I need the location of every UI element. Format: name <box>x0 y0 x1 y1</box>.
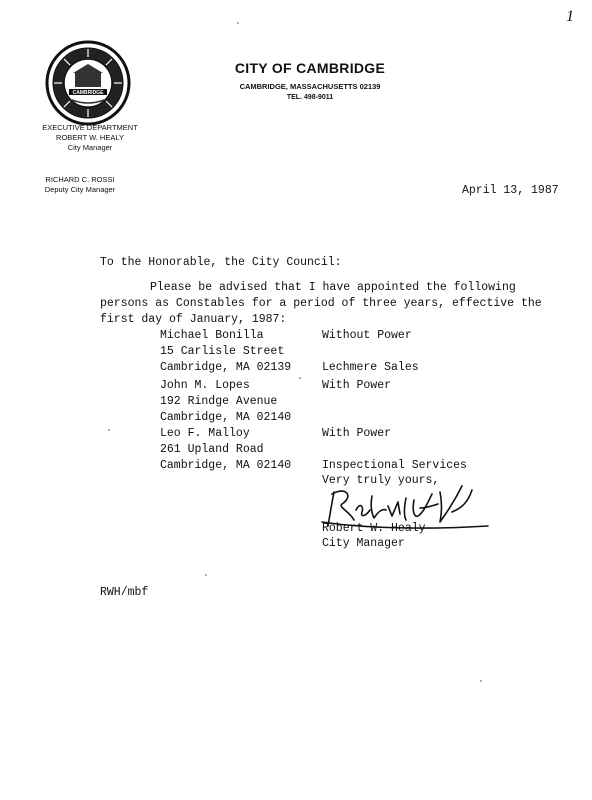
appointee-1-note: Lechmere Sales <box>322 361 419 374</box>
appointee-3-address <box>160 426 310 474</box>
letter-date: April 13, 1987 <box>462 184 559 197</box>
manager-name: ROBERT W. HEALY <box>56 133 124 142</box>
appointee-city: Cambridge, MA 02140 <box>160 411 292 424</box>
appointee-1-power: Without Power <box>322 329 412 342</box>
scan-speck <box>108 429 110 431</box>
department-name: EXECUTIVE DEPARTMENT <box>42 123 138 132</box>
seal-banner-text: CAMBRIDGE <box>72 90 104 96</box>
page-number-mark: 1 <box>566 8 574 25</box>
scan-speck <box>480 680 482 682</box>
letterhead-address: CAMBRIDGE, MASSACHUSETTS 02139 <box>239 82 381 91</box>
appointee-2-power: With Power <box>322 379 392 392</box>
appointee-1-address <box>160 328 310 376</box>
deputy-name: RICHARD C. ROSSI <box>45 175 115 184</box>
appointee-name: Michael Bonilla <box>160 329 264 342</box>
appointee-2-address <box>160 378 310 426</box>
manager-title: City Manager <box>67 143 113 152</box>
appointee-street: 192 Rindge Avenue <box>160 395 278 408</box>
appointee-name: John M. Lopes <box>160 379 250 392</box>
appointee-name: Leo F. Malloy <box>160 427 250 440</box>
scan-speck <box>237 22 239 24</box>
closing: Very truly yours, <box>322 474 440 487</box>
scan-speck <box>205 574 207 576</box>
signer-name: Robert W. Healy <box>322 522 426 535</box>
appointee-3-power: With Power <box>322 427 392 440</box>
appointee-street: 261 Upland Road <box>160 443 264 456</box>
signer-title: City Manager <box>322 537 405 550</box>
scan-speck <box>299 377 301 379</box>
appointee-city: Cambridge, MA 02140 <box>160 459 292 472</box>
appointee-street: 15 Carlisle Street <box>160 345 285 358</box>
body-paragraph: Please be advised that I have appointed the following persons as Constables for a period of three years, effective the first day of January, 1987: <box>100 281 542 326</box>
appointee-3-note: Inspectional Services <box>322 459 467 472</box>
deputy-block <box>20 175 140 195</box>
city-seal <box>45 40 131 126</box>
letterhead-telephone: TEL. 498-9011 <box>286 94 334 101</box>
typist-initials: RWH/mbf <box>100 586 149 599</box>
letterhead-title: CITY OF CAMBRIDGE <box>234 60 386 76</box>
appointee-city: Cambridge, MA 02139 <box>160 361 292 374</box>
sender-block <box>20 123 160 153</box>
salutation: To the Honorable, the City Council: <box>100 256 342 269</box>
deputy-title: Deputy City Manager <box>44 185 116 194</box>
